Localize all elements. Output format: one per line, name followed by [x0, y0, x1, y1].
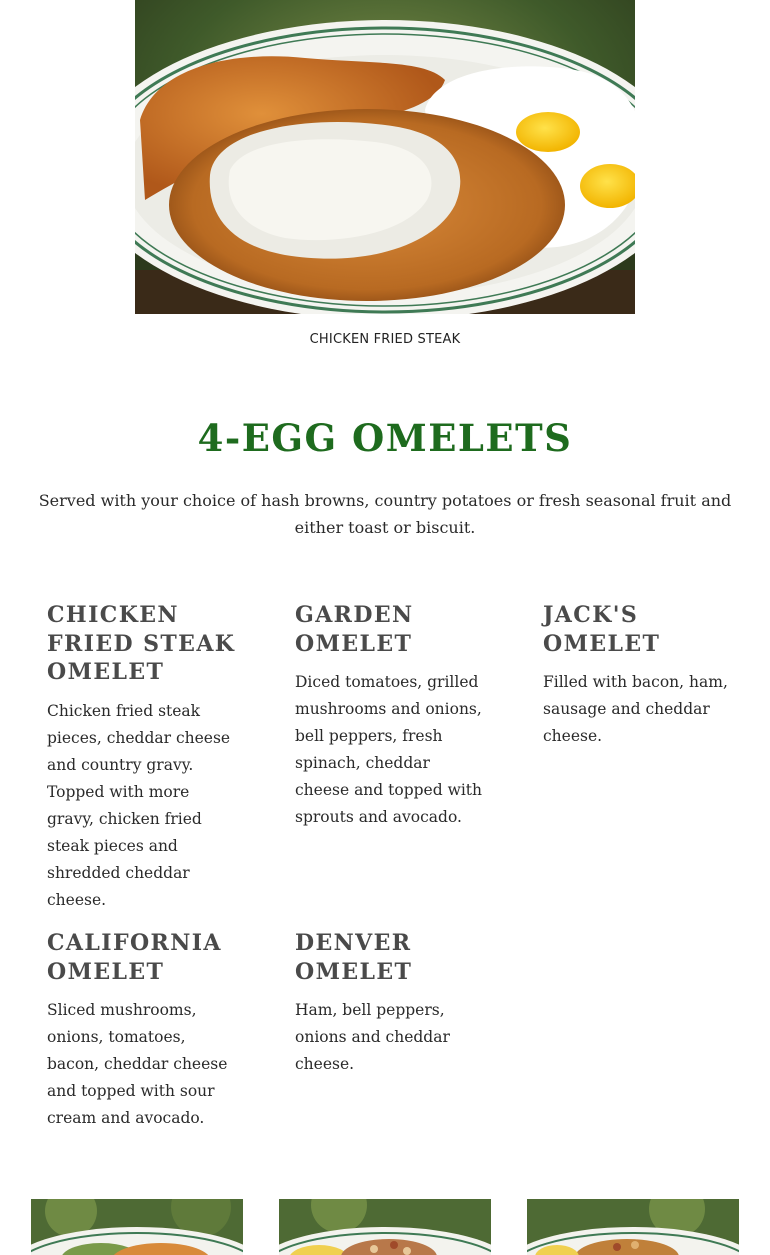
menu-item-description: Ham, bell peppers, onions and cheddar cheese.: [295, 1001, 450, 1073]
section-subtitle: Served with your choice of hash browns, country potatoes or fresh seasonal fruit and either toast or biscuit.: [38, 491, 732, 537]
menu-item-denver-omelet: [295, 929, 485, 1078]
menu-item-name: CALIFORNIA OMELET: [47, 930, 222, 985]
menu-item-name: JACK'S OMELET: [543, 602, 661, 657]
hero-caption: CHICKEN FRIED STEAK: [309, 332, 461, 347]
chicken-fried-steak-photo: [135, 0, 635, 314]
menu-item-description: Chicken fried steak pieces, cheddar cheese and country gravy. Topped with more gravy, chicken fried steak pieces and shredded cheddar cheese.: [47, 701, 231, 909]
section-title: 4-EGG OMELETS: [197, 416, 573, 460]
omelet-photo-thumbnail: [527, 1199, 739, 1255]
omelet-photo-thumbnail: [31, 1199, 243, 1255]
menu-item-name: CHICKEN FRIED STEAK OMELET: [47, 602, 236, 685]
menu-item-name: DENVER OMELET: [295, 930, 413, 985]
menu-item-description: Sliced mushrooms, onions, tomatoes, bacon, cheddar cheese and topped with sour cream and avocado.: [47, 1001, 228, 1127]
menu-item-garden-omelet: [295, 601, 485, 831]
menu-item-jacks-omelet: [543, 601, 733, 750]
menu-item-california-omelet: [47, 929, 237, 1132]
menu-item-description: Filled with bacon, ham, sausage and cheddar cheese.: [543, 673, 728, 745]
menu-item-description: Diced tomatoes, grilled mushrooms and onions, bell peppers, fresh spinach, cheddar cheese and topped with sprouts and avocado.: [295, 673, 482, 826]
menu-item-name: GARDEN OMELET: [295, 602, 414, 657]
menu-item-chicken-fried-steak-omelet: [47, 601, 237, 914]
omelet-photo-thumbnail: [279, 1199, 491, 1255]
